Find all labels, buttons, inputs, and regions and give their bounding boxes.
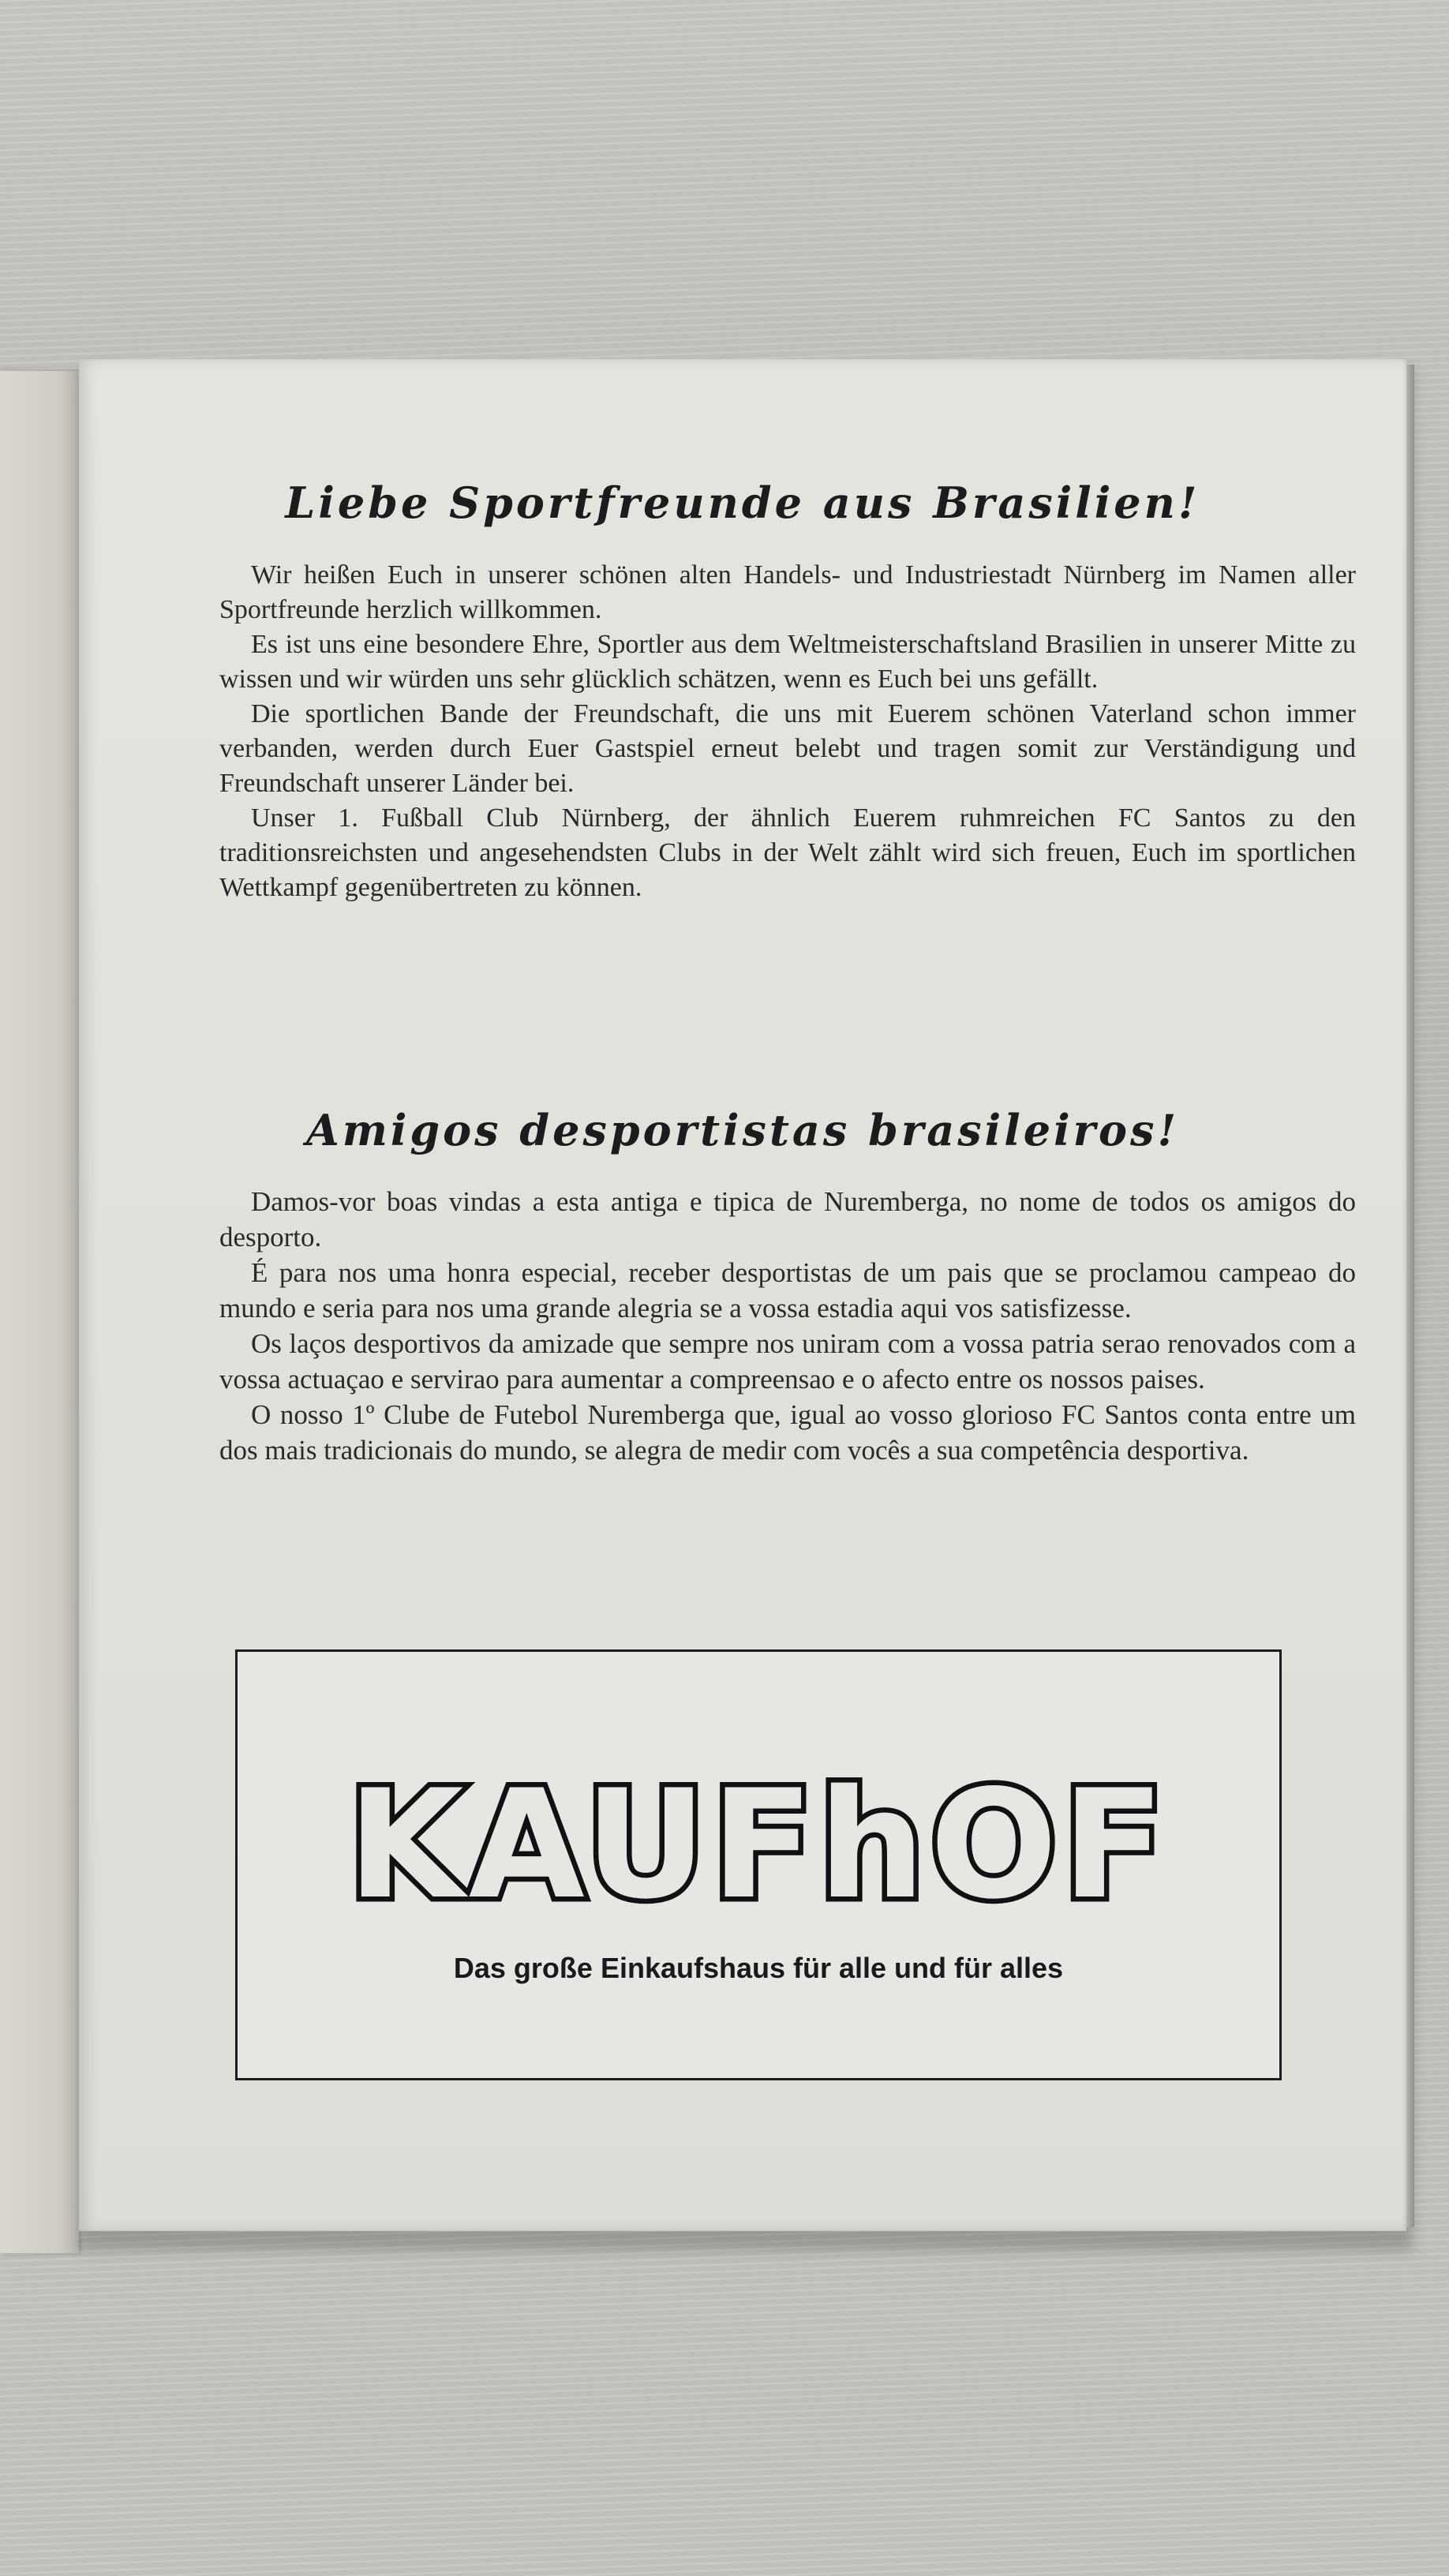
facing-page-edge bbox=[0, 371, 79, 2253]
booklet-page bbox=[79, 359, 1406, 2231]
heading-german: Liebe Sportfreunde aus Brasilien! bbox=[285, 477, 1200, 528]
paragraph-pt-2: É para nos uma honra especial, receber desportistas de um pais que se proclamou campeao do mundo e seria para nos uma grande alegria se a vossa estadia aqui vos satisfizesse. bbox=[219, 1257, 1356, 1324]
paragraph-pt-1: Damos-vor boas vindas a esta antiga e tipica de Nuremberga, no nome de todos os amigos do desporto. bbox=[219, 1186, 1356, 1252]
kaufhof-advertisement bbox=[235, 1649, 1282, 2080]
german-text-block bbox=[219, 558, 1356, 905]
portuguese-text-block bbox=[219, 1184, 1356, 1468]
paragraph-de-4: Unser 1. Fußball Club Nürnberg, der ähnlich Euerem ruhmreichen FC Santos zu den traditionsreichsten und angesehendsten Clubs in der Welt zählt wird sich freuen, Euch im sportlichen Wettkampf gegenübertreten zu können. bbox=[219, 803, 1356, 902]
paragraph-de-2: Es ist uns eine besondere Ehre, Sportler aus dem Weltmeisterschaftsland Brasilien in unserer Mitte zu wissen und wir würden uns sehr glücklich schätzen, wenn es Euch bei uns gefällt. bbox=[219, 630, 1356, 694]
paragraph-pt-3: Os laços desportivos da amizade que sempre nos uniram com a vossa patria serao renovados com a vossa actuaçao e servirao para aumentar a compreensao e o afecto entre os nossos paises. bbox=[219, 1328, 1356, 1395]
paragraph-pt-4: O nosso 1º Clube de Futebol Nuremberga que, igual ao vosso glorioso FC Santos conta entre um dos mais tradicionais do mundo, se alegra de medir com vocês a sua competência desportiva. bbox=[219, 1399, 1356, 1466]
page-edge bbox=[1406, 365, 1414, 2227]
heading-portuguese: Amigos desportistas brasileiros! bbox=[305, 1105, 1180, 1155]
paragraph-de-3: Die sportlichen Bande der Freundschaft, die uns mit Euerem schönen Vaterland schon immer verbanden, werden durch Euer Gastspiel erneut belebt und tragen somit zur Verständigung und Freundschaft unserer Länder bei. bbox=[219, 699, 1356, 798]
kaufhof-logo: KAUFhOF bbox=[347, 1758, 1170, 1932]
paragraph-de-1: Wir heißen Euch in unserer schönen alten Handels- und Industriestadt Nürnberg im Namen aller Sportfreunde herzlich willkommen. bbox=[219, 560, 1356, 624]
kaufhof-tagline: Das große Einkaufshaus für alle und für alles bbox=[453, 1952, 1064, 1984]
